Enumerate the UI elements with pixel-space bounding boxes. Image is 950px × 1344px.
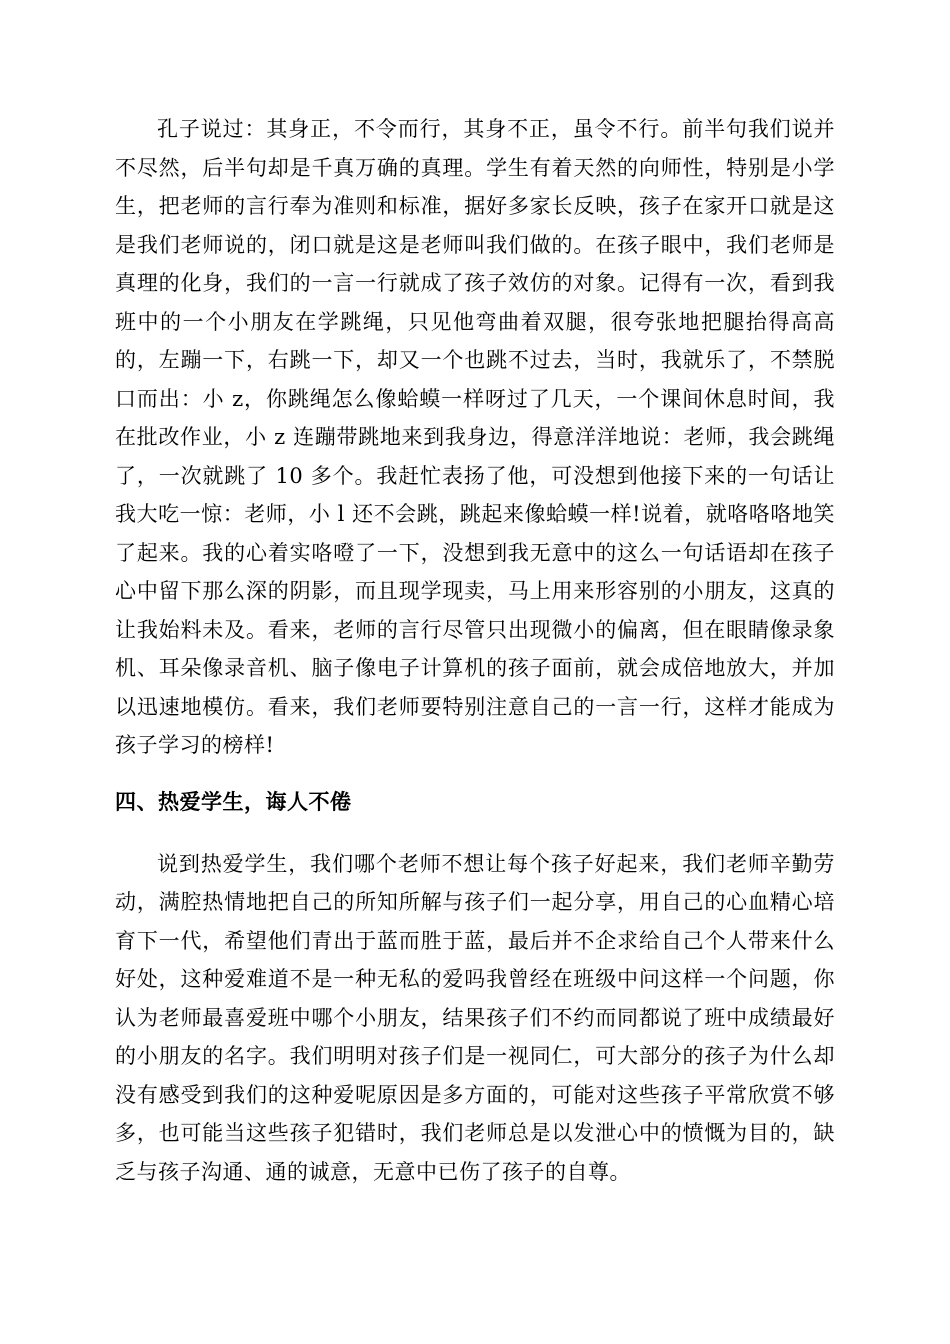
paragraph-confucius: 孔子说过：其身正，不令而行，其身不正，虽令不行。前半句我们说并不尽然，后半句却是千真万确的真理。学生有着天然的向师性，特别是小学生，把老师的言行奉为准则和标准，据好多家长反映，孩子在家开口就是这是我们老师说的，闭口就是这是老师叫我们做的。在孩子眼中，我们老师是真理的化身，我们的一言一行就成了孩子效仿的对象。记得有一次，看到我班中的一个小朋友在学跳绳，只见他弯曲着双腿，很夸张地把腿抬得高高的，左蹦一下，右跳一下，却又一个也跳不过去，当时，我就乐了，不禁脱口而出：小 z，你跳绳怎么像蛤蟆一样呀过了几天，一个课间休息时间，我在批改作业，小 z 连蹦带跳地来到我身边，得意洋洋地说：老师，我会跳绳了，一次就跳了 10 多个。我赶忙表扬了他，可没想到他接下来的一句话让我大吃一惊：老师，小 l 还不会跳，跳起来像蛤蟆一样!说着，就咯咯咯地笑了起来。我的心着实咯噔了一下，没想到我无意中的这么一句话语却在孩子心中留下那么深的阴影，而且现学现卖，马上用来形容别的小朋友，这真的让我始料未及。看来，老师的言行尽管只出现微小的偏离，但在眼睛像录象机、耳朵像录音机、脑子像电子计算机的孩子面前，就会成倍地放大，并加以迅速地模仿。看来，我们老师要特别注意自己的一言一行，这样才能成为孩子学习的榜样!	[115, 117, 835, 757]
section-heading: 四、热爱学生，诲人不倦	[115, 789, 352, 814]
document-page	[115, 110, 835, 1191]
paragraph-love-students: 说到热爱学生，我们哪个老师不想让每个孩子好起来，我们老师辛勤劳动，满腔热情地把自己的所知所解与孩子们一起分享，用自己的心血精心培育下一代，希望他们青出于蓝而胜于蓝，最后并不企求给自己个人带来什么好处，这种爱难道不是一种无私的爱吗我曾经在班级中问这样一个问题，你认为老师最喜爱班中哪个小朋友，结果孩子们不约而同都说了班中成绩最好的小朋友的名字。我们明明对孩子们是一视同仁，可大部分的孩子为什么却没有感受到我们的这种爱呢原因是多方面的，可能对这些孩子平常欣赏不够多，也可能当这些孩子犯错时，我们老师总是以发泄心中的愤慨为目的，缺乏与孩子沟通、通的诚意，无意中已伤了孩子的自尊。	[115, 851, 835, 1184]
